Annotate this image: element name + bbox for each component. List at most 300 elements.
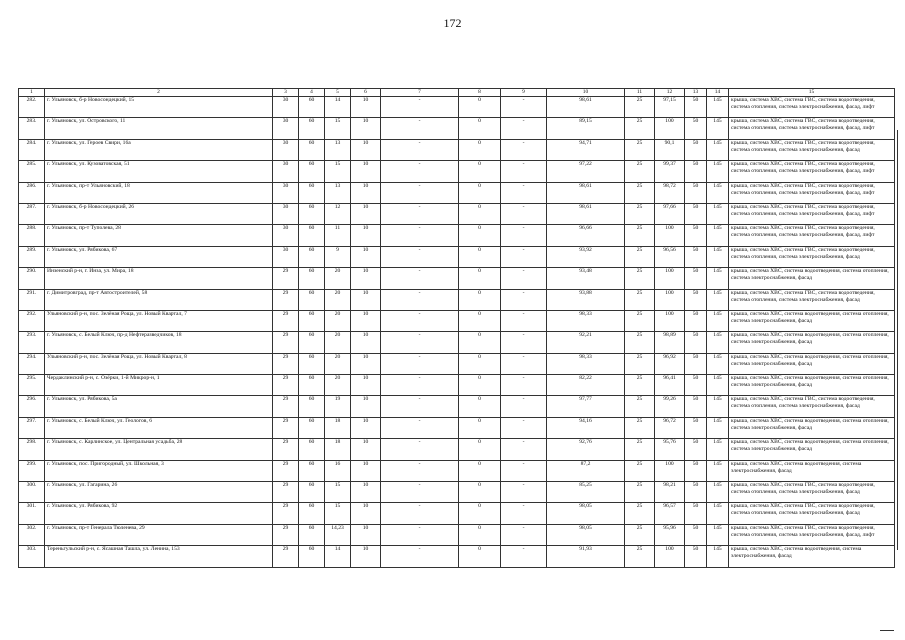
- cell-col-9: -: [501, 353, 547, 374]
- table-row: [19, 203, 895, 224]
- cell-col-12: 95,96: [655, 524, 685, 545]
- cell-col-1: 290.: [19, 268, 45, 289]
- cell-col-2: г. Ульяновск, ул. Рябикова, 5а: [45, 396, 273, 417]
- cell-col-5: 18: [325, 439, 351, 460]
- table-row: [19, 439, 895, 460]
- cell-col-2: г. Ульяновск, ул. Рябикова, 67: [45, 246, 273, 267]
- cell-col-1: 287.: [19, 203, 45, 224]
- cell-col-15: крыша, система ХВС, система ГВС, система водоотведения, система отопления, система электроснабжения, фасад: [729, 139, 895, 160]
- cell-col-11: 25: [625, 289, 655, 310]
- cell-col-13: 50: [685, 482, 707, 503]
- table-row: [19, 353, 895, 374]
- cell-col-11: 25: [625, 417, 655, 438]
- cell-col-14: 145: [707, 332, 729, 353]
- cell-col-9: -: [501, 417, 547, 438]
- column-header-8: 8: [459, 89, 501, 97]
- cell-col-3: 30: [273, 225, 299, 246]
- cell-col-10: 94,71: [547, 139, 625, 160]
- cell-col-11: 25: [625, 396, 655, 417]
- cell-col-1: 288.: [19, 225, 45, 246]
- cell-col-8: 0: [459, 375, 501, 396]
- cell-col-9: -: [501, 268, 547, 289]
- cell-col-6: 10: [351, 524, 381, 545]
- cell-col-6: 10: [351, 203, 381, 224]
- cell-col-5: 15: [325, 161, 351, 182]
- cell-col-1: 296.: [19, 396, 45, 417]
- cell-col-4: 60: [299, 182, 325, 203]
- cell-col-2: Инзенский р-н, г. Инза, ул. Мира, 18: [45, 268, 273, 289]
- cell-col-3: 30: [273, 203, 299, 224]
- cell-col-5: 9: [325, 246, 351, 267]
- cell-col-11: 25: [625, 118, 655, 139]
- cell-col-4: 60: [299, 375, 325, 396]
- column-header-3: 3: [273, 89, 299, 97]
- cell-col-12: 100: [655, 268, 685, 289]
- cell-col-15: крыша, система ХВС, система ГВС, система водоотведения, система отопления, система электроснабжения, фасад, лифт: [729, 118, 895, 139]
- cell-col-5: 14: [325, 546, 351, 567]
- cell-col-15: крыша, система ХВС, система водоотведения, система отопления, система электроснабжения, фасад: [729, 417, 895, 438]
- cell-col-4: 60: [299, 524, 325, 545]
- cell-col-2: г. Ульяновск, пос. Пригородный, ул. Школьная, 3: [45, 460, 273, 481]
- cell-col-6: 10: [351, 225, 381, 246]
- cell-col-7: -: [381, 546, 459, 567]
- cell-col-8: 0: [459, 268, 501, 289]
- cell-col-14: 145: [707, 139, 729, 160]
- cell-col-14: 145: [707, 182, 729, 203]
- cell-col-7: -: [381, 396, 459, 417]
- document-table: [18, 88, 895, 568]
- cell-col-15: крыша, система ХВС, система водоотведения, система отопления, система электроснабжения, фасад: [729, 332, 895, 353]
- cell-col-5: 13: [325, 182, 351, 203]
- cell-col-11: 25: [625, 268, 655, 289]
- cell-col-1: 303.: [19, 546, 45, 567]
- cell-col-8: 0: [459, 182, 501, 203]
- scan-artifact-right: [897, 130, 898, 550]
- cell-col-11: 25: [625, 353, 655, 374]
- cell-col-14: 145: [707, 203, 729, 224]
- cell-col-1: 294.: [19, 353, 45, 374]
- cell-col-13: 50: [685, 182, 707, 203]
- cell-col-10: 91,93: [547, 546, 625, 567]
- document-table-container: [18, 88, 894, 568]
- table-body: [19, 97, 895, 568]
- column-header-1: 1: [19, 89, 45, 97]
- cell-col-13: 50: [685, 97, 707, 118]
- cell-col-1: 282.: [19, 97, 45, 118]
- cell-col-1: 297.: [19, 417, 45, 438]
- column-header-7: 7: [381, 89, 459, 97]
- cell-col-6: 10: [351, 439, 381, 460]
- cell-col-7: -: [381, 460, 459, 481]
- cell-col-10: 98,61: [547, 97, 625, 118]
- cell-col-11: 25: [625, 97, 655, 118]
- cell-col-9: -: [501, 332, 547, 353]
- cell-col-9: -: [501, 246, 547, 267]
- cell-col-3: 29: [273, 353, 299, 374]
- cell-col-14: 145: [707, 289, 729, 310]
- table-row: [19, 246, 895, 267]
- column-header-13: 13: [685, 89, 707, 97]
- table-row: [19, 161, 895, 182]
- cell-col-10: 98,05: [547, 503, 625, 524]
- cell-col-3: 30: [273, 97, 299, 118]
- cell-col-8: 0: [459, 225, 501, 246]
- cell-col-3: 29: [273, 460, 299, 481]
- cell-col-14: 145: [707, 503, 729, 524]
- cell-col-15: крыша, система ХВС, система ГВС, система водоотведения, система отопления, система электроснабжения, фасад: [729, 289, 895, 310]
- cell-col-14: 145: [707, 396, 729, 417]
- cell-col-9: -: [501, 396, 547, 417]
- cell-col-12: 99,37: [655, 161, 685, 182]
- cell-col-1: 286.: [19, 182, 45, 203]
- cell-col-11: 25: [625, 203, 655, 224]
- cell-col-13: 50: [685, 396, 707, 417]
- cell-col-7: -: [381, 310, 459, 331]
- cell-col-2: г. Ульяновск, б-р Новосондецкий, 26: [45, 203, 273, 224]
- cell-col-5: 13: [325, 139, 351, 160]
- cell-col-15: крыша, система ХВС, система ГВС, система водоотведения, система отопления, система электроснабжения, фасад: [729, 503, 895, 524]
- column-header-9: 9: [501, 89, 547, 97]
- cell-col-4: 60: [299, 310, 325, 331]
- cell-col-3: 29: [273, 546, 299, 567]
- cell-col-4: 60: [299, 439, 325, 460]
- cell-col-9: -: [501, 482, 547, 503]
- cell-col-12: 99,26: [655, 396, 685, 417]
- cell-col-4: 60: [299, 460, 325, 481]
- cell-col-6: 10: [351, 396, 381, 417]
- cell-col-8: 0: [459, 417, 501, 438]
- table-row: [19, 524, 895, 545]
- column-header-14: 14: [707, 89, 729, 97]
- cell-col-11: 25: [625, 246, 655, 267]
- cell-col-2: г. Ульяновск, пр-т Генерала Тюленева, 29: [45, 524, 273, 545]
- cell-col-2: Тереньгульский р-н, с. Ясашная Ташла, ул. Ленина, 153: [45, 546, 273, 567]
- cell-col-8: 0: [459, 289, 501, 310]
- cell-col-13: 50: [685, 310, 707, 331]
- cell-col-7: -: [381, 225, 459, 246]
- cell-col-3: 30: [273, 118, 299, 139]
- table-row: [19, 225, 895, 246]
- cell-col-7: -: [381, 482, 459, 503]
- cell-col-8: 0: [459, 546, 501, 567]
- cell-col-8: 0: [459, 482, 501, 503]
- column-header-5: 5: [325, 89, 351, 97]
- cell-col-9: -: [501, 310, 547, 331]
- cell-col-15: крыша, система ХВС, система водоотведения, система отопления, система электроснабжения, фасад: [729, 268, 895, 289]
- cell-col-6: 10: [351, 332, 381, 353]
- cell-col-5: 20: [325, 310, 351, 331]
- cell-col-11: 25: [625, 161, 655, 182]
- cell-col-4: 60: [299, 353, 325, 374]
- cell-col-4: 60: [299, 482, 325, 503]
- cell-col-9: -: [501, 460, 547, 481]
- cell-col-1: 301.: [19, 503, 45, 524]
- cell-col-15: крыша, система ХВС, система ГВС, система водоотведения, система отопления, система электроснабжения, фасад, лифт: [729, 182, 895, 203]
- cell-col-10: 93,92: [547, 246, 625, 267]
- cell-col-10: 96,66: [547, 225, 625, 246]
- cell-col-9: -: [501, 161, 547, 182]
- cell-col-6: 10: [351, 97, 381, 118]
- cell-col-5: 11: [325, 225, 351, 246]
- cell-col-7: -: [381, 375, 459, 396]
- cell-col-10: 85,25: [547, 482, 625, 503]
- cell-col-11: 25: [625, 439, 655, 460]
- column-header-10: 10: [547, 89, 625, 97]
- cell-col-12: 97,66: [655, 203, 685, 224]
- cell-col-7: -: [381, 524, 459, 545]
- cell-col-14: 145: [707, 225, 729, 246]
- cell-col-2: г. Ульяновск, с. Карлинское, ул. Центральная усадьба, 28: [45, 439, 273, 460]
- cell-col-8: 0: [459, 97, 501, 118]
- cell-col-5: 20: [325, 332, 351, 353]
- cell-col-8: 0: [459, 439, 501, 460]
- cell-col-14: 145: [707, 97, 729, 118]
- cell-col-13: 50: [685, 203, 707, 224]
- cell-col-13: 50: [685, 289, 707, 310]
- cell-col-9: -: [501, 439, 547, 460]
- cell-col-9: -: [501, 97, 547, 118]
- cell-col-12: 98,89: [655, 332, 685, 353]
- cell-col-2: Ульяновский р-н, пос. Зелёная Роща, ул. Новый Квартал, 8: [45, 353, 273, 374]
- cell-col-15: крыша, система ХВС, система водоотведения, система электроснабжения, фасад: [729, 460, 895, 481]
- cell-col-12: 100: [655, 289, 685, 310]
- cell-col-8: 0: [459, 353, 501, 374]
- cell-col-5: 14: [325, 97, 351, 118]
- cell-col-15: крыша, система ХВС, система водоотведения, система отопления, система электроснабжения, фасад: [729, 375, 895, 396]
- cell-col-10: 98,61: [547, 203, 625, 224]
- cell-col-8: 0: [459, 396, 501, 417]
- table-row: [19, 375, 895, 396]
- cell-col-12: 90,1: [655, 139, 685, 160]
- cell-col-8: 0: [459, 139, 501, 160]
- column-header-11: 11: [625, 89, 655, 97]
- cell-col-10: 82,22: [547, 375, 625, 396]
- cell-col-6: 10: [351, 139, 381, 160]
- cell-col-10: 93,88: [547, 289, 625, 310]
- cell-col-15: крыша, система ХВС, система ГВС, система водоотведения, система отопления, система электроснабжения, фасад: [729, 482, 895, 503]
- cell-col-7: -: [381, 97, 459, 118]
- cell-col-4: 60: [299, 503, 325, 524]
- cell-col-6: 10: [351, 289, 381, 310]
- cell-col-1: 293.: [19, 332, 45, 353]
- scan-artifact-bottom: [880, 630, 894, 631]
- column-header-4: 4: [299, 89, 325, 97]
- cell-col-13: 50: [685, 139, 707, 160]
- cell-col-3: 30: [273, 139, 299, 160]
- cell-col-1: 291.: [19, 289, 45, 310]
- cell-col-1: 284.: [19, 139, 45, 160]
- cell-col-12: 96,92: [655, 353, 685, 374]
- cell-col-5: 20: [325, 268, 351, 289]
- cell-col-7: -: [381, 182, 459, 203]
- cell-col-11: 25: [625, 546, 655, 567]
- cell-col-13: 50: [685, 524, 707, 545]
- cell-col-15: крыша, система ХВС, система ГВС, система водоотведения, система отопления, система электроснабжения, фасад: [729, 246, 895, 267]
- cell-col-7: -: [381, 246, 459, 267]
- cell-col-13: 50: [685, 118, 707, 139]
- cell-col-6: 10: [351, 460, 381, 481]
- cell-col-14: 145: [707, 268, 729, 289]
- cell-col-8: 0: [459, 310, 501, 331]
- cell-col-9: -: [501, 203, 547, 224]
- cell-col-5: 19: [325, 396, 351, 417]
- cell-col-6: 10: [351, 417, 381, 438]
- cell-col-12: 100: [655, 310, 685, 331]
- cell-col-15: крыша, система ХВС, система водоотведения, система отопления, система электроснабжения, фасад: [729, 310, 895, 331]
- cell-col-11: 25: [625, 182, 655, 203]
- cell-col-10: 98,61: [547, 182, 625, 203]
- cell-col-7: -: [381, 439, 459, 460]
- cell-col-10: 89,15: [547, 118, 625, 139]
- cell-col-15: крыша, система ХВС, система ГВС, система водоотведения, система отопления, система электроснабжения, фасад, лифт: [729, 203, 895, 224]
- cell-col-15: крыша, система ХВС, система водоотведения, система электроснабжения, фасад: [729, 546, 895, 567]
- cell-col-10: 87,2: [547, 460, 625, 481]
- cell-col-12: 98,72: [655, 182, 685, 203]
- cell-col-9: -: [501, 375, 547, 396]
- cell-col-9: -: [501, 503, 547, 524]
- cell-col-8: 0: [459, 332, 501, 353]
- cell-col-4: 60: [299, 332, 325, 353]
- cell-col-11: 25: [625, 524, 655, 545]
- cell-col-3: 29: [273, 375, 299, 396]
- cell-col-11: 25: [625, 503, 655, 524]
- cell-col-10: 98,33: [547, 310, 625, 331]
- cell-col-12: 100: [655, 225, 685, 246]
- cell-col-4: 60: [299, 289, 325, 310]
- cell-col-1: 300.: [19, 482, 45, 503]
- cell-col-3: 29: [273, 289, 299, 310]
- cell-col-1: 292.: [19, 310, 45, 331]
- table-row: [19, 332, 895, 353]
- cell-col-4: 60: [299, 417, 325, 438]
- cell-col-3: 30: [273, 182, 299, 203]
- cell-col-12: 98,21: [655, 482, 685, 503]
- cell-col-3: 29: [273, 396, 299, 417]
- cell-col-3: 29: [273, 503, 299, 524]
- cell-col-4: 60: [299, 225, 325, 246]
- cell-col-13: 50: [685, 439, 707, 460]
- cell-col-3: 29: [273, 332, 299, 353]
- table-row: [19, 118, 895, 139]
- cell-col-9: -: [501, 289, 547, 310]
- cell-col-13: 50: [685, 546, 707, 567]
- cell-col-12: 96,41: [655, 375, 685, 396]
- cell-col-2: г. Ульяновск, ул. Рябикова, 92: [45, 503, 273, 524]
- cell-col-13: 50: [685, 161, 707, 182]
- cell-col-4: 60: [299, 97, 325, 118]
- cell-col-1: 285.: [19, 161, 45, 182]
- cell-col-12: 100: [655, 118, 685, 139]
- cell-col-5: 15: [325, 482, 351, 503]
- cell-col-15: крыша, система ХВС, система ГВС, система водоотведения, система отопления, система электроснабжения, фасад: [729, 396, 895, 417]
- cell-col-14: 145: [707, 460, 729, 481]
- cell-col-10: 92,21: [547, 332, 625, 353]
- table-row: [19, 139, 895, 160]
- cell-col-1: 289.: [19, 246, 45, 267]
- cell-col-4: 60: [299, 546, 325, 567]
- cell-col-9: -: [501, 182, 547, 203]
- cell-col-11: 25: [625, 375, 655, 396]
- cell-col-14: 145: [707, 161, 729, 182]
- cell-col-14: 145: [707, 546, 729, 567]
- table-row: [19, 417, 895, 438]
- cell-col-7: -: [381, 139, 459, 160]
- cell-col-4: 60: [299, 203, 325, 224]
- cell-col-14: 145: [707, 118, 729, 139]
- cell-col-15: крыша, система ХВС, система ГВС, система водоотведения, система отопления, система электроснабжения, фасад, лифт: [729, 97, 895, 118]
- cell-col-4: 60: [299, 161, 325, 182]
- cell-col-14: 145: [707, 246, 729, 267]
- cell-col-2: г. Ульяновск, ул. Островского, 11: [45, 118, 273, 139]
- page-number: 172: [443, 16, 462, 30]
- table-row: [19, 546, 895, 567]
- cell-col-5: 14,23: [325, 524, 351, 545]
- cell-col-14: 145: [707, 417, 729, 438]
- cell-col-5: 20: [325, 289, 351, 310]
- cell-col-15: крыша, система ХВС, система ГВС, система водоотведения, система отопления, система электроснабжения, фасад, лифт: [729, 524, 895, 545]
- cell-col-4: 60: [299, 118, 325, 139]
- cell-col-2: г. Ульяновск, б-р Новосондецкий, 15: [45, 97, 273, 118]
- cell-col-8: 0: [459, 161, 501, 182]
- cell-col-8: 0: [459, 524, 501, 545]
- cell-col-2: г. Ульяновск, ул. Гагарина, 26: [45, 482, 273, 503]
- cell-col-9: -: [501, 546, 547, 567]
- cell-col-1: 283.: [19, 118, 45, 139]
- cell-col-14: 145: [707, 375, 729, 396]
- cell-col-5: 20: [325, 375, 351, 396]
- cell-col-11: 25: [625, 225, 655, 246]
- cell-col-11: 25: [625, 482, 655, 503]
- cell-col-13: 50: [685, 417, 707, 438]
- table-row: [19, 460, 895, 481]
- cell-col-13: 50: [685, 268, 707, 289]
- cell-col-7: -: [381, 203, 459, 224]
- cell-col-15: крыша, система ХВС, система ГВС, система водоотведения, система отопления, система электроснабжения, фасад, лифт: [729, 225, 895, 246]
- table-row: [19, 396, 895, 417]
- cell-col-13: 50: [685, 353, 707, 374]
- cell-col-5: 20: [325, 353, 351, 374]
- cell-col-15: крыша, система ХВС, система ГВС, система водоотведения, система отопления, система электроснабжения, фасад, лифт: [729, 161, 895, 182]
- table-row: [19, 268, 895, 289]
- cell-col-4: 60: [299, 268, 325, 289]
- cell-col-13: 50: [685, 503, 707, 524]
- cell-col-14: 145: [707, 524, 729, 545]
- cell-col-2: г. Ульяновск, с. Белый Ключ, ул. Геологов, 6: [45, 417, 273, 438]
- cell-col-8: 0: [459, 118, 501, 139]
- cell-col-10: 98,33: [547, 353, 625, 374]
- cell-col-2: Ульяновский р-н, пос. Зелёная Роща, ул. Новый Квартал, 7: [45, 310, 273, 331]
- cell-col-12: 97,15: [655, 97, 685, 118]
- cell-col-14: 145: [707, 482, 729, 503]
- cell-col-8: 0: [459, 503, 501, 524]
- cell-col-10: 97,77: [547, 396, 625, 417]
- cell-col-4: 60: [299, 246, 325, 267]
- table-header-row: [19, 89, 895, 97]
- cell-col-4: 60: [299, 396, 325, 417]
- cell-col-6: 10: [351, 118, 381, 139]
- cell-col-8: 0: [459, 460, 501, 481]
- cell-col-7: -: [381, 503, 459, 524]
- cell-col-7: -: [381, 289, 459, 310]
- cell-col-12: 96,57: [655, 503, 685, 524]
- cell-col-11: 25: [625, 139, 655, 160]
- column-header-2: 2: [45, 89, 273, 97]
- cell-col-6: 10: [351, 310, 381, 331]
- cell-col-3: 29: [273, 310, 299, 331]
- cell-col-5: 18: [325, 417, 351, 438]
- column-header-15: 15: [729, 89, 895, 97]
- cell-col-11: 25: [625, 460, 655, 481]
